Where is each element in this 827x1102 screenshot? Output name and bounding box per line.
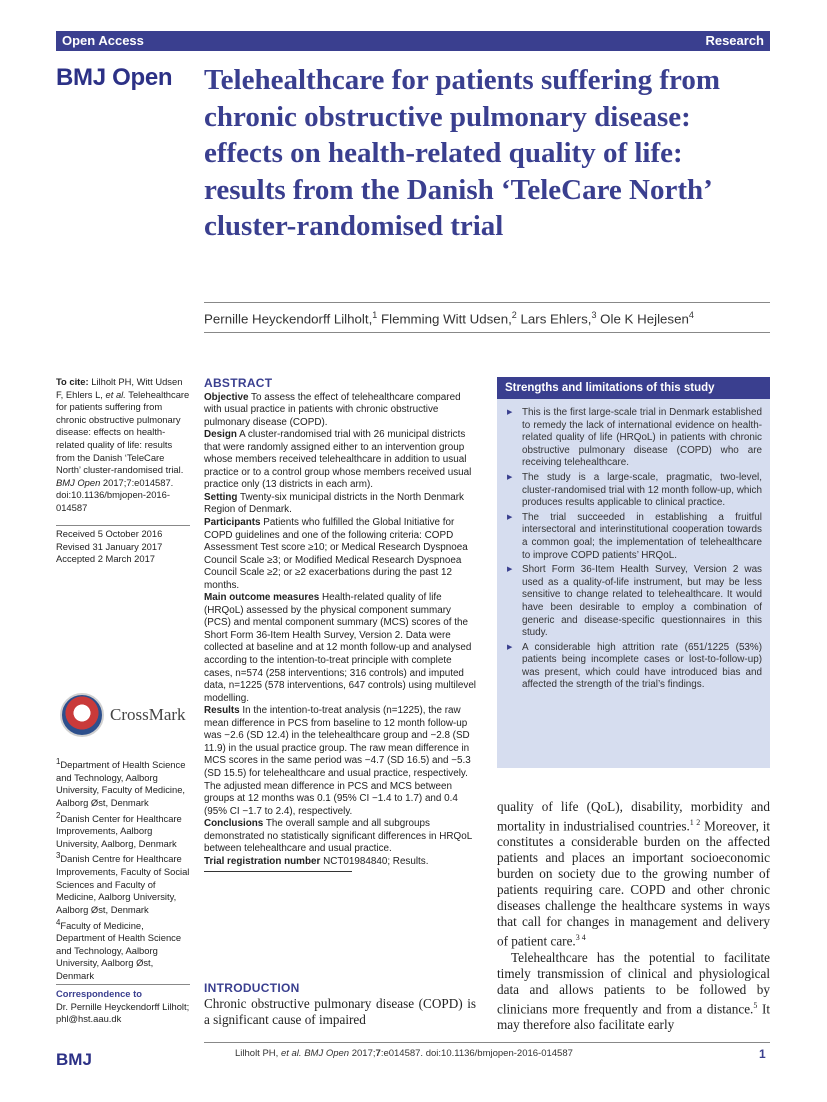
citation-block: To cite: Lilholt PH, Witt Udsen F, Ehlers L, et al. Telehealthcare for patients suffering from chronic obstructive pulmonary disease: effects on health-related quality of life: results from the Danish ‘TeleCare North’ cluster-randomised trial. BMJ Open 2017;7:e014587. doi:10.1136/bmjopen-2016-014587 (56, 376, 190, 513)
introduction-heading: INTRODUCTION (204, 981, 300, 995)
crossmark-icon (60, 693, 104, 737)
abstract-section: Conclusions The overall sample and all subgroups demonstrated no statistically significant differences in HRQoL between telehealthcare and usual practice. (204, 818, 472, 855)
abstract-section: Trial registration number NCT01984840; Results. (204, 855, 429, 867)
bmj-logo: BMJ (56, 1050, 92, 1069)
page-number: 1 (759, 1047, 766, 1061)
journal-logo: BMJ Open (56, 64, 173, 91)
accepted-date: Accepted 2 March 2017 (56, 553, 156, 565)
strengths-heading: Strengths and limitations of this study (497, 377, 770, 399)
abstract-section: Design A cluster-randomised trial with 26 municipal districts that were randomly assigned either to an intervention group whose members received telehealthcare in addition to usual practice or to a control group whose members received usual practice only (13 districts in each arm). (204, 429, 472, 491)
affiliation-item: $^4$Faculty of Medicine, Department of Health Science and Technology, Aalborg University, Aalborg Øst, Denmark (56, 917, 182, 981)
author-list: Pernille Heyckendorff Lilholt,$^1$ Flemming Witt Udsen,$^2$ Lars Ehlers,$^3$ Ole K Hejlesen$^4$ (204, 310, 694, 327)
title-divider (204, 302, 770, 303)
strength-item: ▶ The trial succeeded in establishing a fruitful intersectoral and interinstitutional cooperation towards a common goal; the implementation of telehealthcare to improve COPD patients’ HRQoL. (505, 512, 762, 562)
footer-citation: Lilholt PH, et al. BMJ Open 2017;7:e014587. doi:10.1136/bmjopen-2016-014587 (235, 1048, 573, 1059)
footer-divider (204, 1042, 770, 1043)
affiliations (56, 756, 192, 983)
abstract-heading: ABSTRACT (204, 376, 273, 390)
strength-item: ▶ Short Form 36-Item Health Survey, Version 2 was used as a quality-of-life instrument, but may be less sensitive to change related to telehealthcare. It would have been desirable to employ a combination of generic and disease-specific questionnaires in this study. (505, 564, 762, 640)
strength-item: ▶ The study is a large-scale, pragmatic, two-level, cluster-randomised trial with 12 month follow-up, which produces results applicable to clinical practice. (505, 472, 762, 510)
revised-date: Revised 31 January 2017 (56, 540, 163, 552)
article-title: Telehealthcare for patients suffering from chronic obstructive pulmonary disease: effects on health-related quality of life: results from the Danish ‘TeleCare North’ cluster-randomised trial (204, 64, 721, 242)
strength-item: ▶ This is the first large-scale trial in Denmark established to remedy the lack of international evidence on health-related quality of life (HRQoL) in patients with chronic obstructive pulmonary disease (COPD) who are receiving telehealthcare. (505, 407, 762, 470)
crossmark-badge[interactable]: CrossMark (60, 693, 186, 737)
author[interactable]: Ole K Hejlesen (600, 311, 689, 327)
strength-item: ▶ A considerable high attrition rate (651/1225 (53%) patients being incomplete cases or lost-to-follow-up) was present, which could have introduced bias and affected the strength of the trial’s findings. (505, 642, 762, 692)
affiliation-item: $^3$Danish Centre for Healthcare Improvements, Faculty of Social Sciences and Faculty of Medicine, Aalborg University, Aalborg Øst, Denmark (56, 851, 190, 915)
abstract-end-rule (204, 871, 352, 872)
author[interactable]: Pernille Heyckendorff Lilholt, (204, 311, 373, 327)
affiliation-item: $^1$Department of Health Science and Technology, Aalborg University, Faculty of Medicine, Aalborg Øst, Denmark (56, 757, 186, 808)
author[interactable]: Flemming Witt Udsen, (381, 311, 512, 327)
received-date: Received 5 October 2016 (56, 528, 163, 539)
article-type-label: Research (705, 33, 764, 48)
dates-block (56, 525, 190, 566)
abstract-section: Objective To assess the effect of telehealthcare compared with usual practice in patients with chronic obstructive pulmonary disease (COPD). (204, 391, 461, 428)
strengths-box (497, 377, 770, 768)
open-access-label: Open Access (62, 33, 144, 48)
author[interactable]: Lars Ehlers, (520, 311, 592, 327)
abstract-section: Results In the intention-to-treat analysis (n=1225), the raw mean difference in PCS from baseline to 12 month follow-up was −2.6 (SD 12.4) in the telehealthcare group and −2.8 (SD 11.9) in the usual practice group. The raw mean difference in MCS scores in the same period was −4.7 (SD 16.5) and −5.3 (SD 15.5) for telehealthcare and usual practice, respectively. The adjusted mean difference in PCS and MCS between groups at 12 months was 0.1 (95% CI −1.4 to 1.7) and 0.4 (95% CI −1.7 to 2.4), respectively. (204, 705, 471, 817)
correspondence: Correspondence to Dr. Pernille Heyckendorff Lilholt; phl@hst.aau.dk (56, 984, 196, 1026)
header-bar (56, 31, 770, 51)
introduction-text: Chronic obstructive pulmonary disease (COPD) is a significant cause of impaired (204, 996, 476, 1027)
abstract-section: Setting Twenty-six municipal districts in the North Denmark Region of Denmark. (204, 491, 464, 516)
abstract (204, 377, 479, 875)
authors-divider (204, 332, 770, 333)
abstract-section: Participants Patients who fulfilled the Global Initiative for COPD guidelines and one of the following criteria: COPD Assessment Test score ≥10; or Medical Research Dyspnoea Council Scale ≥3; or Modified Medical Research Dyspnoea Council Scale ≥2; or ≥2 exacerbations during the past 12 months. (204, 517, 468, 591)
abstract-section: Main outcome measures Health-related quality of life (HRQoL) assessed by the physical component summary (PCS) and mental component summary (MCS) scores of the Short Form 36-Item Health Survey, Version 2. Data were collected at baseline and at 12 month follow-up and analysed according to the intention-to-treat principle with complete cases, n=574 (258 interventions; 316 controls) and imputed data, n=1225 (578 interventions, 647 controls) using multilevel modelling. (204, 592, 477, 704)
affiliation-item: $^2$Danish Center for Healthcare Improvements, Aalborg University, Aalborg, Denmark (56, 810, 182, 849)
body-right-column: quality of life (QoL), disability, morbidity and mortality in industrialised countries.$^{1 2}$ Moreover, it constitutes a considerable burden on the affected patients and places an important socioeconomic burden on society due to the growing number of patients requiring care. COPD and other chronic diseases challenge the healthcare systems in ways that call for changes in management and delivery of patient care.$^{3 4}$ Telehealthcare has the potential to facilitate timely transmission of clinical and physiological data and allows patients to be followed by clinicians more frequently and from a distance.$^5$ It may therefore also facilitate early (497, 799, 771, 1033)
